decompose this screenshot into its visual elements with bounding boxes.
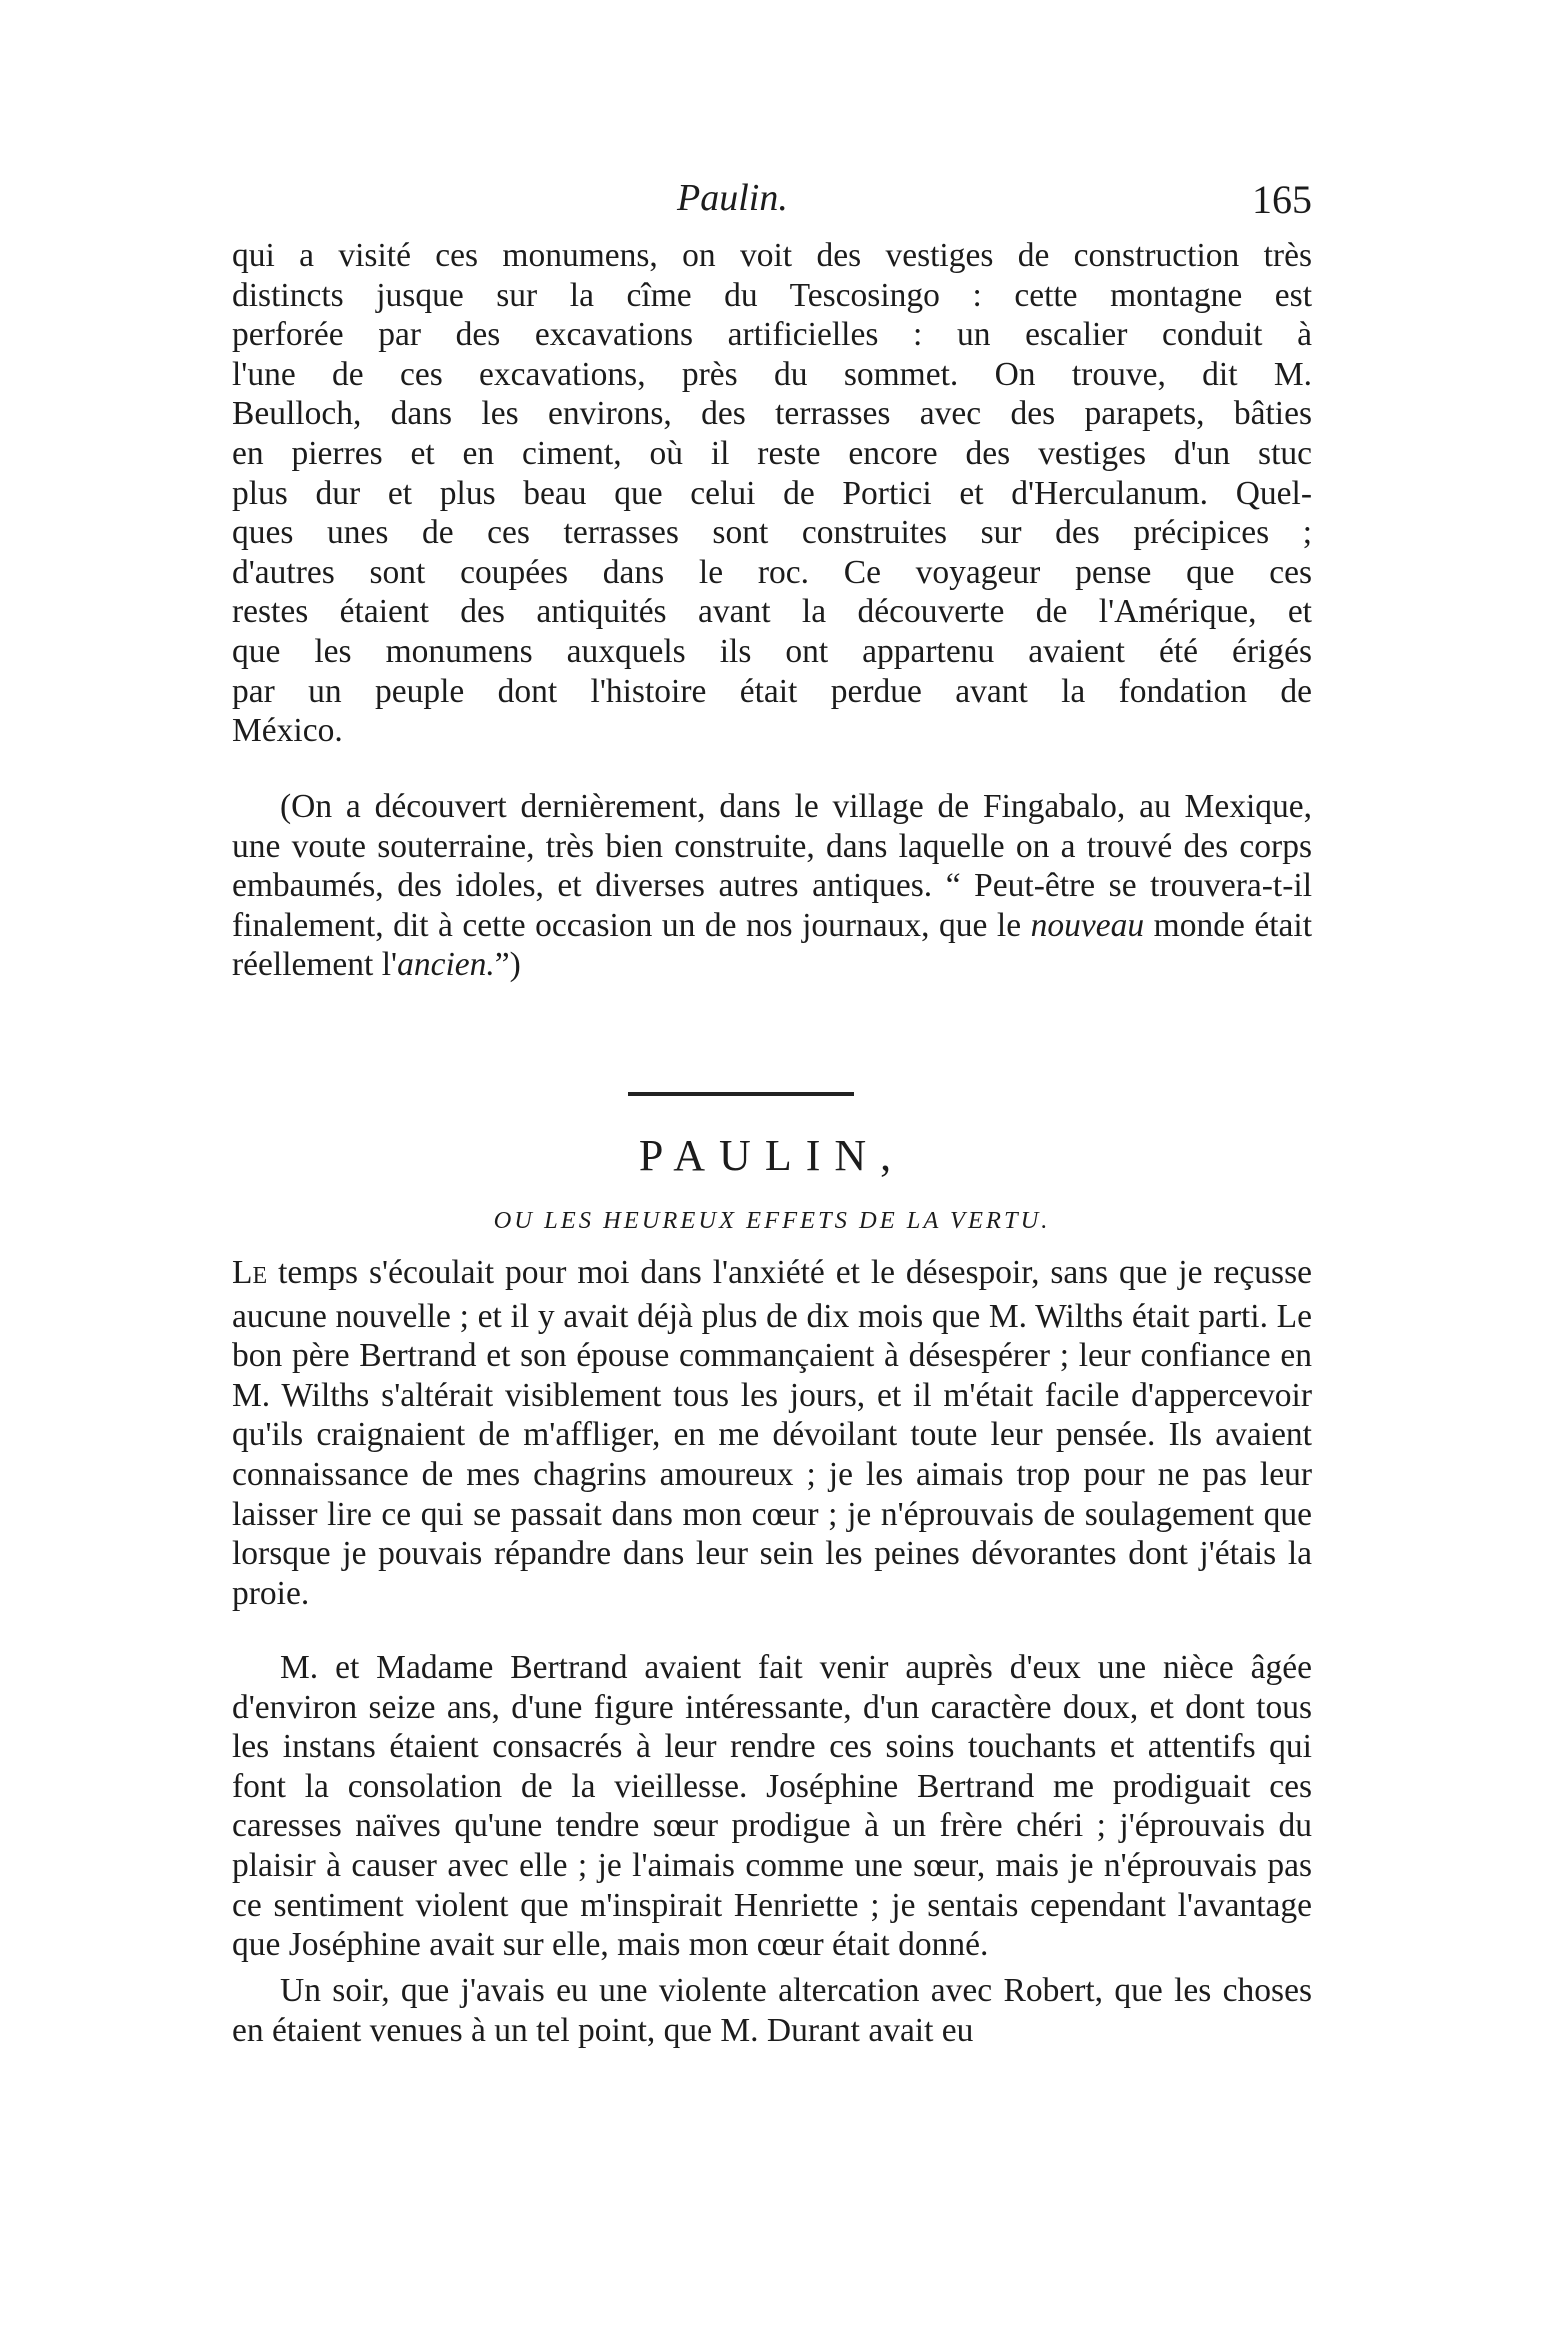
line: que les monumens auxquels ils ont appartenu avaient été érigés xyxy=(232,632,1312,670)
emphasis-text: ancien. xyxy=(397,946,495,984)
emphasis-text: nouveau xyxy=(1030,906,1145,944)
paragraph: Un soir, que j'avais eu une violente altercation avec Robert, que les choses en étaient venues à un tel point, que M. Durant avait eu xyxy=(232,1972,1312,2049)
line: qui a visité ces monumens, on voit des vestiges de construction très xyxy=(232,237,1312,274)
paragraph-text: temps s'écoulait pour moi dans l'anxiété et le désespoir, sans que je reçusse aucune nouvelle ; et il y avait déjà plus de dix mois que M. Wilths était parti. Le bon père Bertrand et son épouse commançaient à désespérer ; leur confiance en M. Wilths s'altérait visiblement tous les jours, et il m'était facile d'appercevoir qu'ils craignaient de m'affliger, en me dévoilant toute leur pensée. Ils avaient connaissance de mes chagrins amoureux ; je les aimais trop pour ne pas leur laisser lire ce qui se passait dans mon cœur ; je n'éprouvais de soulagement que lorsque je pouvais répandre dans leur sein les peines dévorantes dont j'étais la proie. xyxy=(232,1254,1312,1612)
line: d'autres sont coupées dans le roc. Ce voyageur pense que ces xyxy=(232,553,1312,591)
chapter-title: PAULIN, xyxy=(638,1131,906,1180)
chapter-subtitle: OU LES HEUREUX EFFETS DE LA VERTU. xyxy=(493,1207,1051,1234)
line: distincts jusque sur la cîme du Tescosingo : cette montagne est xyxy=(232,276,1312,314)
initial-letter-tail: E xyxy=(252,1263,268,1289)
line: México. xyxy=(232,712,343,750)
line: l'une de ces excavations, près du sommet. On trouve, dit M. xyxy=(232,355,1312,393)
paragraph-text: ”) xyxy=(494,946,521,984)
paragraph-text: (On a découvert dernièrement, dans le village de Fingabalo, au Mexique, une voute souterraine, très bien construite, dans laquelle on a trouvé des corps embaumés, des idoles, et diverses autres antiques. “ Peut-être se trouvera-t-il finalement, dit à cette occasion un de nos journaux, que le xyxy=(232,788,1312,944)
line: perforée par des excavations artificielles : un escalier conduit à xyxy=(232,316,1312,354)
section-divider xyxy=(628,1092,854,1096)
paragraph-body xyxy=(232,1648,1312,1965)
page-number: 165 xyxy=(1252,177,1312,222)
line: ques unes de ces terrasses sont construites sur des précipices ; xyxy=(232,514,1312,552)
line: en pierres et en ciment, où il reste encore des vestiges d'un stuc xyxy=(232,434,1312,472)
paragraph xyxy=(232,1253,1312,1613)
paragraph-continuation xyxy=(232,236,1312,751)
running-title: Paulin. xyxy=(677,177,788,219)
paragraph-note xyxy=(232,787,1312,985)
paragraph-text: monde était réellement l' xyxy=(232,906,1312,984)
paragraph: M. et Madame Bertrand avaient fait venir auprès d'eux une nièce âgée d'environ seize ans, d'une figure intéressante, d'un caractère doux, et dont tous les instans étaient consacrés à leur rendre ces soins touchants et attentifs qui font la consolation de la vieillesse. Joséphine Bertrand me prodiguait ces caresses naïves qu'une tendre sœur prodigue à un frère chéri ; j'éprouvais du plaisir à causer avec elle ; je l'aimais comme une sœur, mais je n'éprouvais pas ce sentiment violent que m'inspirait Henriette ; je sentais cependant l'avantage que Joséphine avait sur elle, mais mon cœur était donné. xyxy=(232,1649,1312,1964)
initial-letter: L xyxy=(232,1254,253,1291)
page-header xyxy=(232,176,1312,236)
paragraph-body xyxy=(232,1971,1312,2050)
line: par un peuple dont l'histoire était perdue avant la fondation de xyxy=(232,672,1312,710)
paragraph xyxy=(232,787,1312,985)
chapter-opening-paragraph xyxy=(232,1253,1312,1613)
line: plus dur et plus beau que celui de Portici et d'Herculanum. Quel- xyxy=(232,474,1312,512)
line: restes étaient des antiquités avant la découverte de l'Amérique, et xyxy=(232,593,1312,631)
line: Beulloch, dans les environs, des terrasses avec des parapets, bâties xyxy=(232,395,1312,433)
